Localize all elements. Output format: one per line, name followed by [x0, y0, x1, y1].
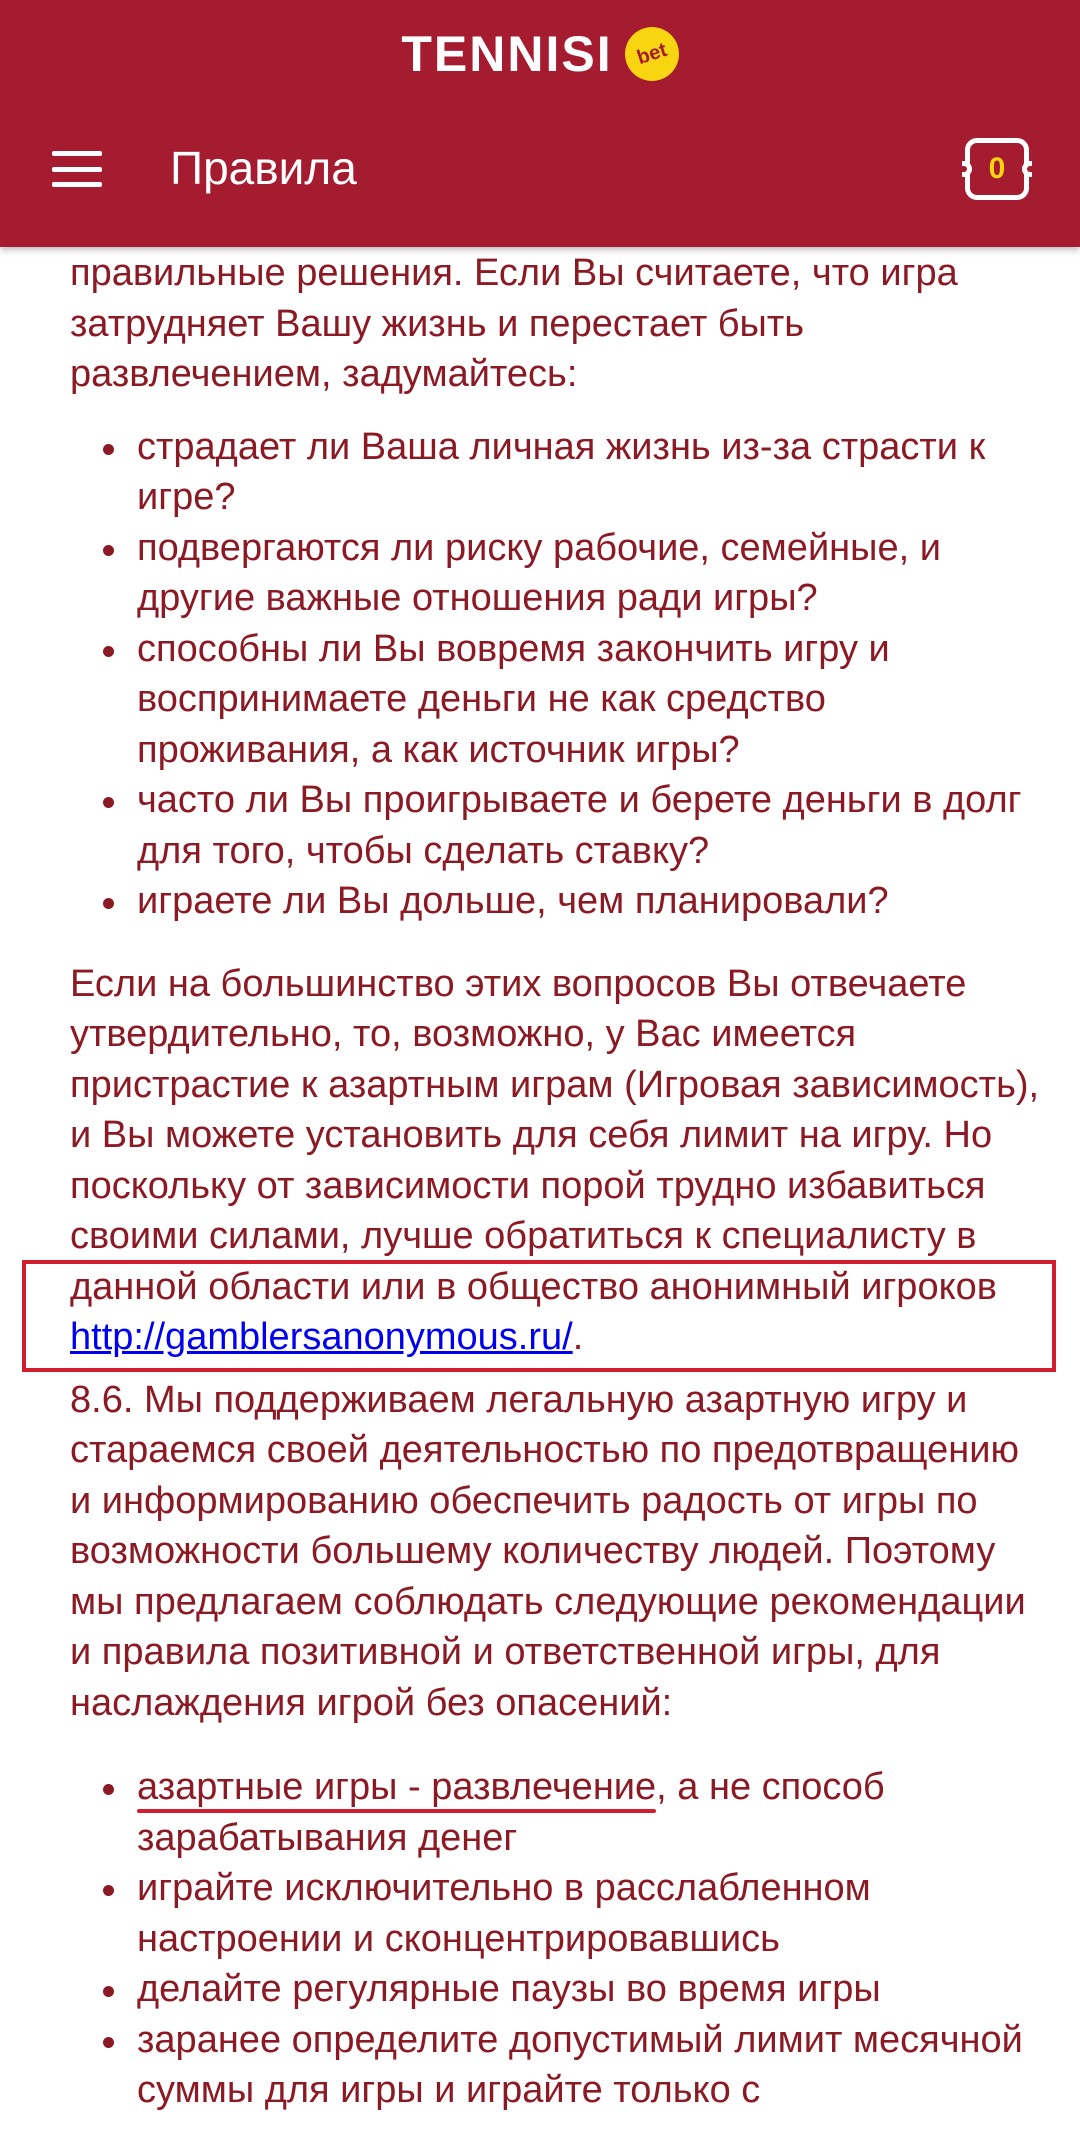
- hamburger-menu-icon[interactable]: [52, 151, 102, 187]
- list-item: играйте исключительно в расслабленном настроении и сконцентрировавшись: [137, 1863, 1040, 1964]
- list-item: играете ли Вы дольше, чем планировали?: [137, 876, 1040, 927]
- red-underline-mark: [137, 1809, 656, 1813]
- coupon-count-badge: 0: [988, 152, 1006, 185]
- list-item: страдает ли Ваша личная жизнь из-за страсти к игре?: [137, 422, 1040, 523]
- page-title: Правила: [170, 142, 357, 194]
- logo-text: TENNISI: [401, 26, 613, 82]
- addiction-text: Если на большинство этих вопросов Вы отвечаете утвердительно, то, возможно, у Вас имеется пристрастие к азартным играм (Игровая зависимость), и Вы можете установить для себя лимит на игру. Но поскольку от зависимости порой трудно избавиться своими силами, лучше обратиться к специалисту в данной области или: [70, 962, 1040, 1308]
- rec1-rest: , а не способ зарабатывания денег: [137, 1766, 885, 1859]
- list-item: [137, 1762, 1040, 1863]
- list-item: способны ли Вы вовремя закончить игру и воспринимаете деньги не как средство проживания, а как источник игры?: [137, 624, 1040, 776]
- underlined-text: азартные игры - развлечение: [137, 1766, 657, 1808]
- recommendations-list: [70, 1762, 1040, 2116]
- rules-content: [70, 248, 1040, 2116]
- section-8-6-paragraph: 8.6. Мы поддерживаем легальную азартную игру и стараемся своей деятельностью по предотвращению и информированию обеспечить радость от игры по возможности большему количеству людей. Поэтому мы предлагаем соблюдать следующие рекомендации и правила позитивной и ответственной игры, для наслаждения игрой без опасений:: [70, 1378, 1026, 1724]
- tennisi-logo[interactable]: [0, 24, 1080, 84]
- intro-paragraph: правильные решения. Если Вы считаете, что игра затрудняет Вашу жизнь и перестает быть развлечением, задумайтесь:: [70, 252, 958, 395]
- list-item: делайте регулярные паузы во время игры: [137, 1964, 1040, 2015]
- link-suffix: .: [572, 1316, 584, 1358]
- app-header: [0, 0, 1080, 247]
- list-item: заранее определите допустимый лимит месячной суммы для игры и играйте только с: [137, 2015, 1040, 2116]
- underlined-phrase: [137, 1766, 656, 1808]
- addiction-paragraph: [70, 959, 1040, 1363]
- list-item: подвергаются ли риску рабочие, семейные, и другие важные отношения ради игры?: [137, 523, 1040, 624]
- bet-coupon-icon[interactable]: [965, 138, 1029, 200]
- questions-list: [70, 422, 1040, 927]
- gamblers-anonymous-link[interactable]: http://gamblersanonymous.ru/: [70, 1316, 573, 1358]
- addiction-text-tail: в общество анонимный игроков: [436, 1265, 997, 1308]
- list-item: часто ли Вы проигрываете и берете деньги в долг для того, чтобы сделать ставку?: [137, 775, 1040, 876]
- logo-bet-badge: bet: [618, 20, 686, 88]
